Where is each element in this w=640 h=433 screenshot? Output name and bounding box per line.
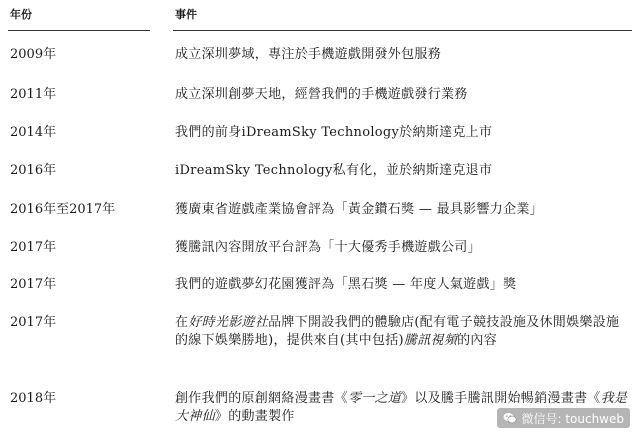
- header-rule-year: [8, 30, 150, 31]
- row-year: 2017年: [10, 240, 57, 255]
- column-header-year: 年份: [10, 8, 32, 21]
- row-event: 成立深圳夢域，專注於手機遊戲開發外包服務: [175, 47, 442, 62]
- event-text: 》以及騰手騰訊開始暢銷漫畫書《: [401, 391, 601, 406]
- row-event: [175, 314, 630, 350]
- row-event: 我們的遊戲夢幻花園獲評為「黑石獎 — 年度人氣遊戲」獎: [175, 277, 517, 292]
- comic-title: 零一之道: [347, 391, 402, 406]
- row-event: 成立深圳創夢天地，經營我們的手機遊戲發行業務: [175, 87, 468, 102]
- event-text: 的內容: [457, 333, 498, 348]
- platform-name: 騰訊視頻: [403, 333, 458, 348]
- brand-name: 好時光影遊社: [188, 315, 269, 330]
- row-year: 2016年: [10, 163, 57, 178]
- wechat-icon: [503, 411, 517, 425]
- watermark-text: 微信号: touchweb: [521, 411, 624, 426]
- event-text: 品牌下開設我們的體驗店(配有電子競技設施及休閒娛樂設施的線下娛樂勝地)，提供來自(其中包括): [175, 315, 620, 348]
- row-year: 2009年: [10, 47, 57, 62]
- header-rule-event: [173, 30, 632, 31]
- row-year: 2017年: [10, 315, 57, 330]
- event-text: 在: [175, 315, 189, 330]
- event-text: 》的動畫製作: [214, 409, 295, 424]
- column-header-event: 事件: [175, 8, 197, 21]
- row-year: 2018年: [10, 391, 57, 406]
- watermark: [497, 408, 630, 428]
- row-year: 2016年至2017年: [10, 202, 116, 217]
- row-event: iDreamSky Technology私有化，並於納斯達克退市: [175, 163, 493, 178]
- row-year: 2017年: [10, 277, 57, 292]
- row-event: 獲騰訊內容開放平台評為「十大優秀手機遊戲公司」: [175, 240, 481, 255]
- comic-title: 我是大神仙: [175, 391, 628, 424]
- row-event: 我們的前身iDreamSky Technology於納斯達克上市: [175, 125, 493, 140]
- row-year: 2011年: [10, 87, 57, 102]
- row-year: 2014年: [10, 125, 57, 140]
- event-text: 創作我們的原創網絡漫畫書《: [175, 391, 348, 406]
- row-event: 獲廣東省遊戲產業協會評為「黃金鑽石獎 — 最具影響力企業」: [175, 202, 543, 217]
